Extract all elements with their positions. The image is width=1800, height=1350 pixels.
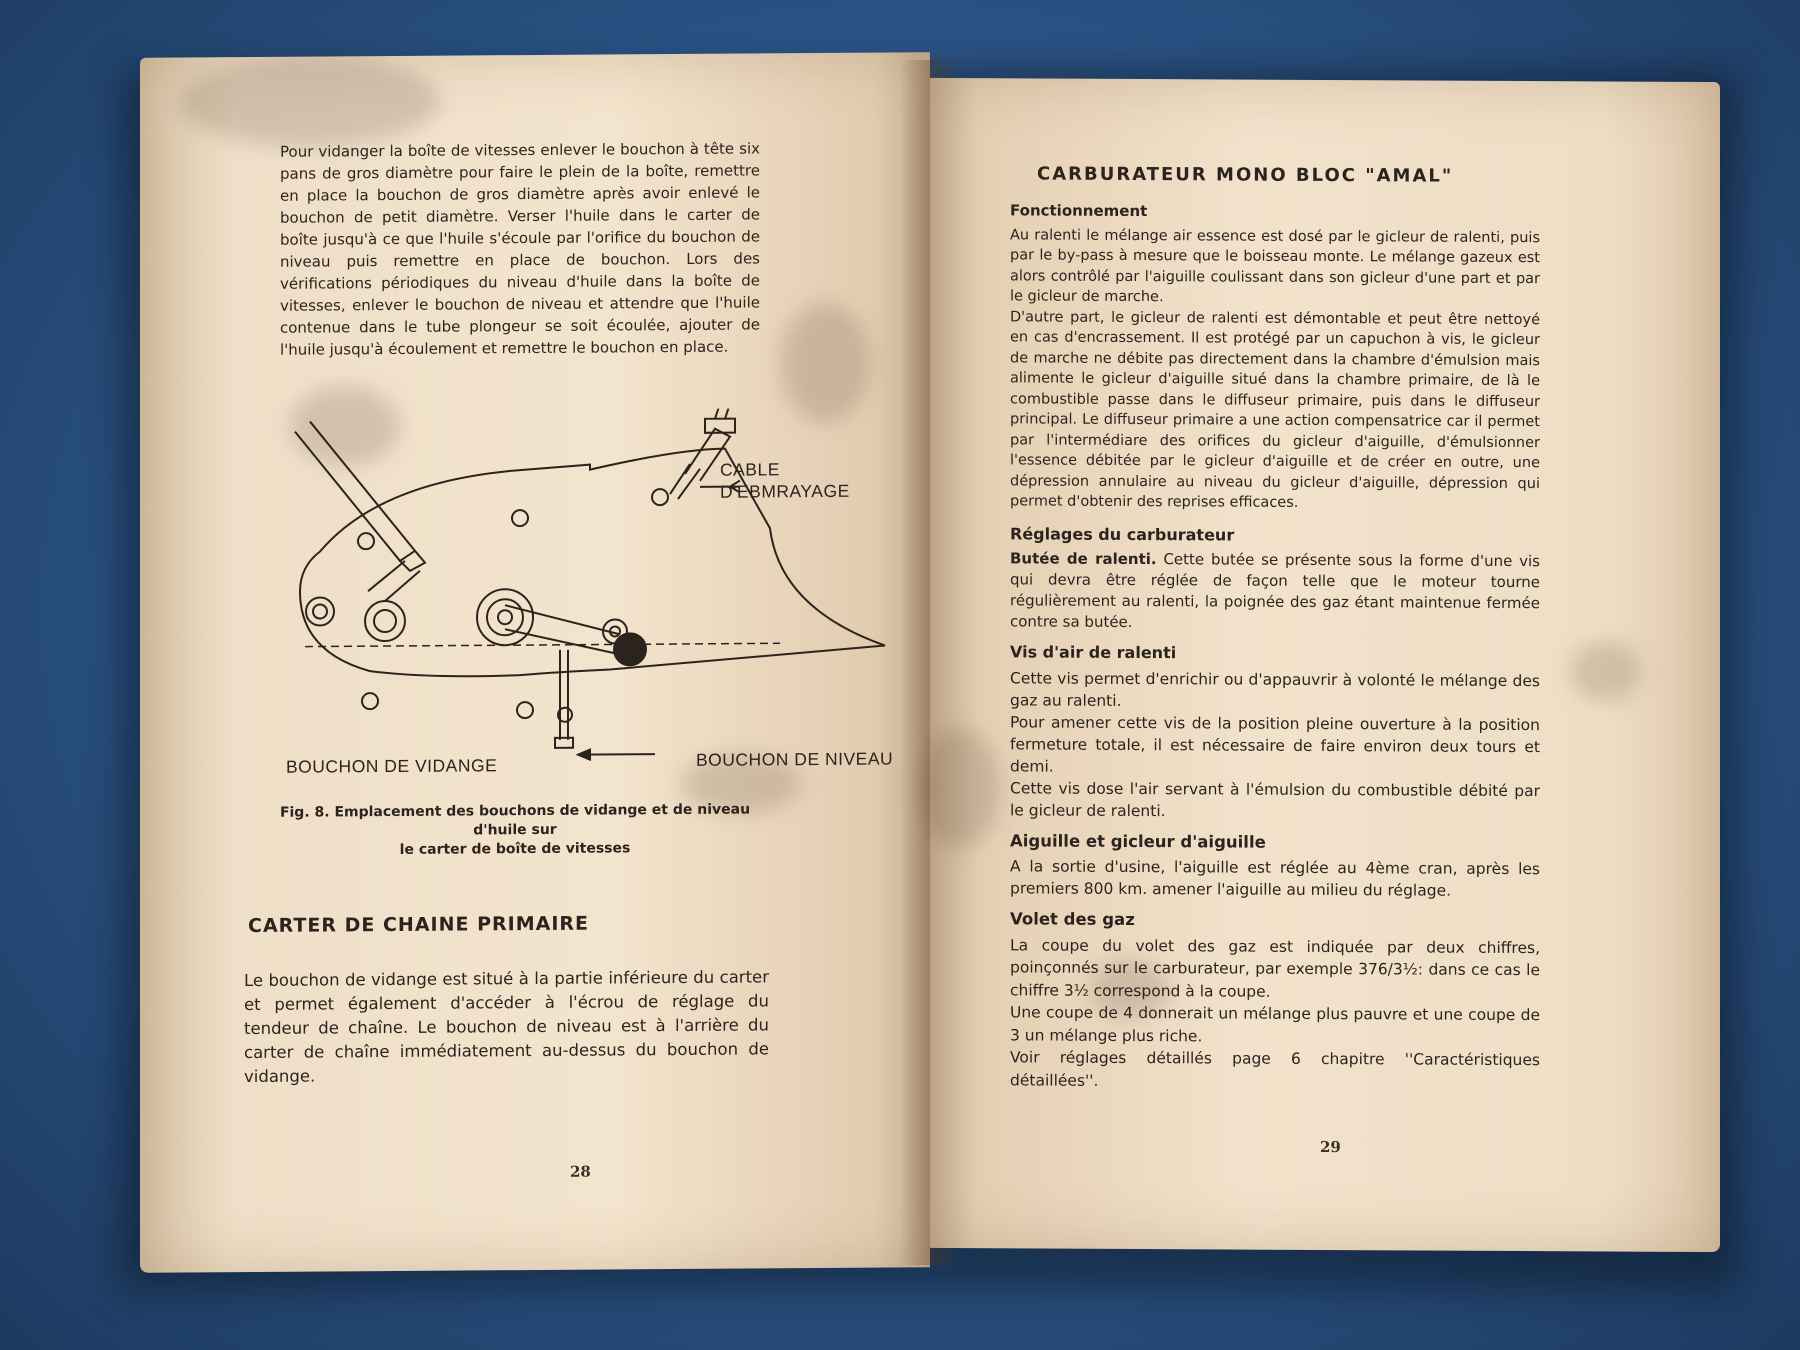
intro-paragraph: Pour vidanger la boîte de vitesses enlever le bouchon à tête six pans de gros diamètre pour faire le plein de la boîte, remettre en place la bouchon de gros diamètre après avoir enlevé le bouchon de petit diamètre. Verser l'huile dans le carter de boîte jusqu'à ce que l'huile s'écoule par l'orifice du bouchon de niveau puis remettre en place de bouchon. Lors des vérifications périodiques du niveau d'huile dans la boîte de vitesses, enlever le bouchon de niveau et attendre que l'huile contenue dans le tube plongeur se soit écoulée, ajouter de l'huile jusqu'à écoulement et remettre le bouchon en place.	[280, 139, 760, 359]
fonctionnement-p2: D'autre part, le gicleur de ralenti est démontable et peut être nettoyé en cas d'encrassement. Il est protégé par un capuchon à vis, le gicleur de marche ne débite pas directement dans la chambre d'émulsion mais alimente le gicleur d'aiguille situé dans la chambre primaire, de là le combustible passe dans le diffuseur primaire, puis dans le diffuseur principal. Le diffuseur primaire a une action compensatrice car il permet par l'intermédiare des orifices du gicleur d'aiguille, d'émulsionner l'essence débitée par le gicleur d'aiguille et de créer en outre, une dépression annulaire au niveau du gicleur d'aiguille, dépression qui permet d'obtenir des reprises efficaces.	[1010, 308, 1540, 511]
section-title-carter: CARTER DE CHAINE PRIMAIRE	[248, 912, 590, 938]
volet-p3: Voir réglages détaillés page 6 chapitre ''Caractéristiques détaillées''.	[1010, 1048, 1540, 1090]
vis-heading: Vis d'air de ralenti	[1010, 642, 1177, 663]
fonctionnement-heading: Fonctionnement	[1010, 201, 1148, 221]
aiguille-p1: A la sortie d'usine, l'aiguille est réglée au 4ème cran, après les premiers 800 km. amener l'aiguille au milieu du réglage.	[1010, 857, 1540, 900]
page-number-right: 29	[1320, 1137, 1341, 1157]
right-page-body	[1010, 200, 1540, 1094]
vis-p2: Pour amener cette vis de la position pleine ouverture à la position fermeture totale, il est nécessaire de faire environ deux tours et demi.	[1010, 712, 1540, 776]
right-page	[930, 78, 1720, 1252]
page-number-left: 28	[570, 1162, 591, 1181]
volet-p1: La coupe du volet des gaz est indiquée par deux chiffres, poinçonnés sur le carburateur, par exemple 376/3½: dans ce cas le chiffre 3½ correspond à la coupe.	[1010, 935, 1540, 1001]
drain-plug-label: BOUCHON DE VIDANGE	[286, 755, 498, 777]
volet-p2: Une coupe de 4 donnerait un mélange plus pauvre et une coupe de 3 un mélange plus riche.	[1010, 1003, 1540, 1045]
vis-p1: Cette vis permet d'enrichir ou d'appauvrir à volonté le mélange des gaz au ralenti.	[1010, 668, 1540, 710]
fonctionnement-p1: Au ralenti le mélange air essence est dosé par le gicleur de ralenti, puis par le by-pass à mesure que le boisseau monte. Le mélange gazeux est alors contrôlé par l'aiguille coulissant dans son gicleur d'une part et par le gicleur de marche.	[1010, 226, 1540, 306]
left-page	[140, 52, 930, 1273]
level-plug-label: BOUCHON DE NIVEAU	[696, 748, 894, 770]
butee-text: Cette butée se présente sous la forme d'une vis qui devra être réglée de façon telle que le moteur tourne régulièrement au ralenti, la poignée des gaz étant maintenue fermée contre sa butée.	[1010, 550, 1540, 631]
volet-heading: Volet des gaz	[1010, 909, 1135, 930]
reglages-heading: Réglages du carburateur	[1010, 523, 1235, 545]
figure-caption: Fig. 8. Emplacement des bouchons de vidange et de niveau d'huile sur le carter de boîte de vitesses	[279, 801, 751, 858]
cable-label: CABLE D'EBMRAYAGE	[720, 459, 850, 502]
aiguille-heading: Aiguille et gicleur d'aiguille	[1010, 830, 1266, 852]
carburateur-title: CARBURATEUR MONO BLOC "AMAL"	[1037, 163, 1454, 187]
carter-paragraph: Le bouchon de vidange est situé à la partie inférieure du carter et permet également d'accéder à l'écrou de réglage du tendeur de chaîne. Le bouchon de niveau est à l'arrière du carter de chaîne immédiatement au-dessus du bouchon de vidange.	[244, 967, 769, 1087]
butee-label: Butée de ralenti.	[1010, 549, 1157, 569]
vis-p3: Cette vis dose l'air servant à l'émulsion du combustible débité par le gicleur de ralenti.	[1010, 778, 1540, 820]
